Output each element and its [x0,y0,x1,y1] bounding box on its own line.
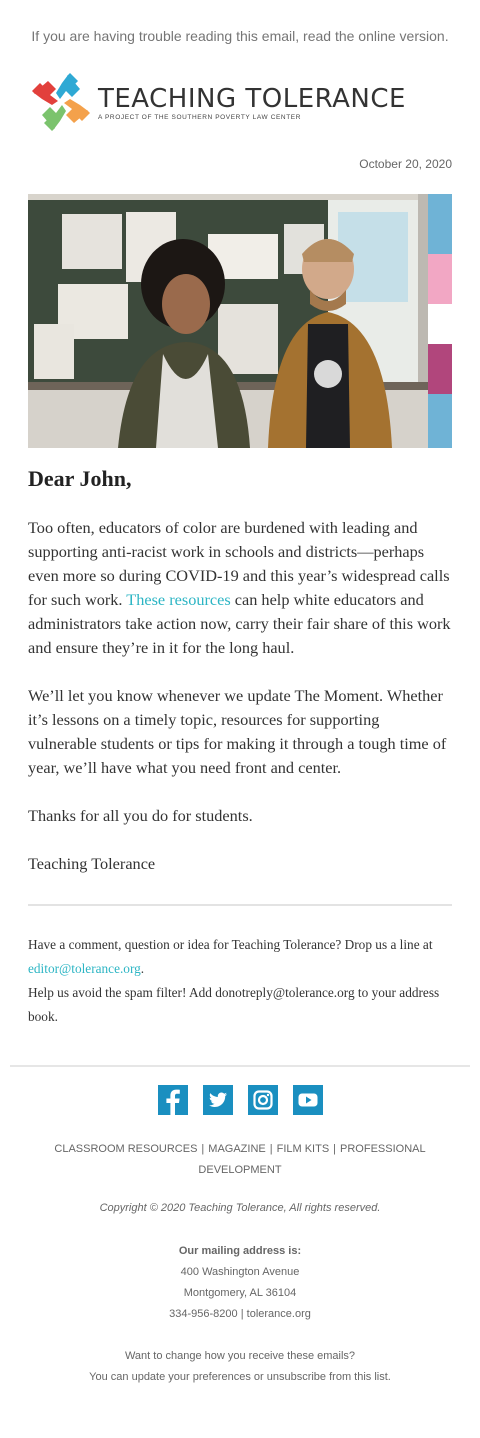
contact-line-1 [28,933,452,981]
paragraph-text: can help white educators and administrators take action now, carry their fair share of this work and ensure they’re in it for the long haul. [28,590,451,657]
address-phone: 334-956-8200 [169,1308,238,1320]
footer-separator: | [201,1143,205,1155]
footer-link-classroom-resources[interactable]: CLASSROOM RESOURCES [54,1143,198,1155]
hands-logo-icon [28,69,94,135]
prefs-text: You can [89,1371,132,1383]
body-paragraph-2: We’ll let you know whenever we update The Moment. Whether it’s lessons on a timely topic, resources for supporting vulnerable students or tips for making it through a tough time of year, we’ll have what you need front and center. [28,686,447,777]
preheader-period: . [444,28,449,44]
editor-email-link[interactable]: editor@tolerance.org [28,961,141,976]
body-paragraph-3: Thanks for all you do for students. [28,806,253,825]
address-street: 400 Washington Avenue [180,1266,300,1278]
logo-title: TEACHING TOLERANCE [98,83,406,114]
contact-block [28,933,452,1029]
instagram-icon [248,1085,278,1115]
paragraph-text: Too often, educators of color are burdened with leading and supporting anti-racist work in schools and districts—perhaps even more so during COVID-19 and this year’s widespread calls for such work. [28,518,450,609]
address-contact [0,1304,480,1325]
email-date: October 20, 2020 [359,157,452,171]
address-heading: Our mailing address is: [178,1245,302,1257]
online-version-link[interactable]: read the online version [303,28,445,44]
twitter-button[interactable] [203,1085,233,1115]
hero-image[interactable] [28,194,452,448]
contact-line-2: Help us avoid the spam filter! Add donotreply@tolerance.org to your address book. [28,985,440,1024]
preferences-line [0,1367,480,1388]
youtube-icon [293,1085,323,1115]
mailing-address [0,1241,480,1325]
youtube-button[interactable] [293,1085,323,1115]
greeting: Dear John, [28,466,132,491]
unsubscribe-link[interactable]: unsubscribe from this list [266,1371,388,1383]
address-separator: | [240,1308,244,1320]
tolerance-site-link[interactable]: tolerance.org [246,1308,311,1320]
preheader-text: If you are having trouble reading this email, [31,28,304,44]
twitter-icon [203,1085,233,1115]
social-icons [0,1085,480,1115]
divider [28,904,452,906]
preferences-question: Want to change how you receive these emails? [124,1350,356,1362]
prefs-text: or [250,1371,267,1383]
footer-divider [10,1065,470,1067]
contact-text: Have a comment, question or idea for Teaching Tolerance? Drop us a line at [28,937,433,952]
copyright: Copyright © 2020 Teaching Tolerance, All rights reserved. [99,1202,381,1214]
preheader [0,28,480,44]
body-paragraph-1 [28,516,452,660]
footer-nav [40,1139,440,1181]
footer-link-magazine[interactable]: MAGAZINE [208,1143,266,1155]
update-preferences-link[interactable]: update your preferences [131,1371,251,1383]
instagram-button[interactable] [248,1085,278,1115]
teaching-tolerance-logo[interactable] [28,68,438,136]
prefs-period: . [387,1371,391,1383]
logo-subtitle: A PROJECT OF THE SOUTHERN POVERTY LAW CENTER [98,113,302,121]
logo-text [98,84,406,121]
facebook-button[interactable] [158,1085,188,1115]
contact-period: . [140,961,145,976]
facebook-icon [158,1085,188,1115]
hero-photo-illustration [28,194,452,448]
email-body [28,466,452,900]
footer-separator: | [333,1143,337,1155]
preferences-block [0,1346,480,1388]
these-resources-link[interactable]: These resources [126,590,231,609]
address-city: Montgomery, AL 36104 [183,1287,297,1299]
footer-link-professional-development[interactable]: PROFESSIONAL DEVELOPMENT [198,1143,426,1176]
signature: Teaching Tolerance [28,854,156,873]
footer-separator: | [269,1143,273,1155]
footer-link-film-kits[interactable]: FILM KITS [276,1143,330,1155]
